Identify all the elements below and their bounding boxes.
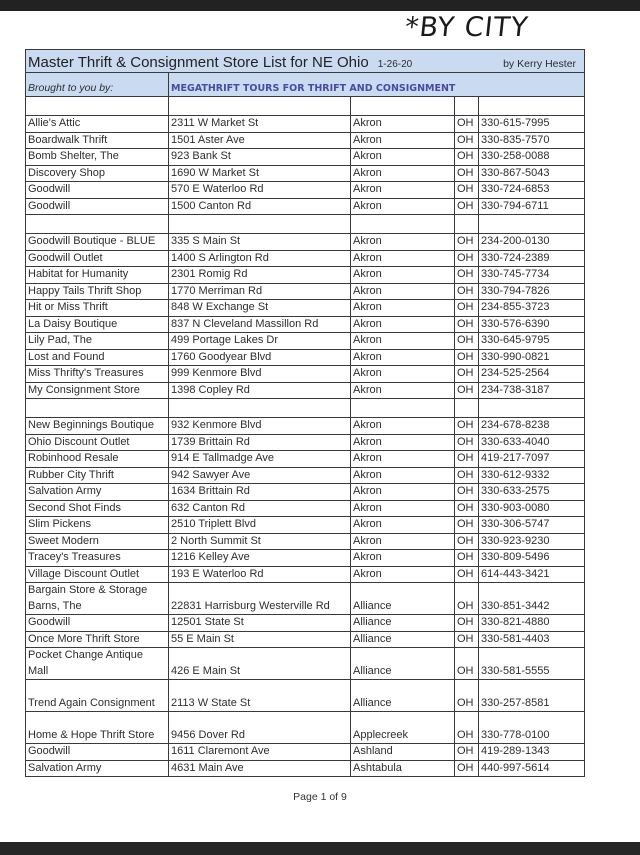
store-address-cell: 1690 W Market St <box>169 165 351 182</box>
store-phone-cell: 330-581-4403 <box>479 631 585 648</box>
store-city-cell: Akron <box>351 116 455 133</box>
store-city-cell: Akron <box>351 366 455 383</box>
table-row <box>26 418 585 435</box>
table-row <box>26 631 585 648</box>
store-state-cell: OH <box>455 182 479 199</box>
store-address-cell: 914 E Tallmadge Ave <box>169 451 351 468</box>
store-city-cell: Akron <box>351 349 455 366</box>
store-name-cell: Pocket Change Antique Mall <box>26 648 169 680</box>
store-name-cell: Trend Again Consignment <box>26 680 169 712</box>
store-address-cell: 1739 Brittain Rd <box>169 434 351 451</box>
store-address-cell: 1400 S Arlington Rd <box>169 250 351 267</box>
store-address-cell: 9456 Dover Rd <box>169 712 351 744</box>
store-city-cell: Akron <box>351 467 455 484</box>
store-address-cell: 4631 Main Ave <box>169 760 351 777</box>
store-state-cell: OH <box>455 712 479 744</box>
table-row <box>26 267 585 284</box>
store-state-cell: OH <box>455 583 479 615</box>
store-state-cell: OH <box>455 484 479 501</box>
store-city-cell: Alliance <box>351 680 455 712</box>
table-row <box>26 366 585 383</box>
store-state-cell: OH <box>455 349 479 366</box>
empty-cell <box>455 215 479 234</box>
store-name-cell: Goodwill <box>26 744 169 761</box>
store-phone-cell: 330-990-0821 <box>479 349 585 366</box>
bottom-frame-bar <box>0 842 640 855</box>
store-address-cell: 837 N Cleveland Massillon Rd <box>169 316 351 333</box>
store-state-cell: OH <box>455 615 479 632</box>
store-phone-cell: 330-745-7734 <box>479 267 585 284</box>
store-state-cell: OH <box>455 451 479 468</box>
table-row <box>26 149 585 166</box>
store-phone-cell: 330-809-5496 <box>479 550 585 567</box>
table-row <box>26 533 585 550</box>
table-row <box>26 165 585 182</box>
store-name-cell: Rubber City Thrift <box>26 467 169 484</box>
store-name-cell: Home & Hope Thrift Store <box>26 712 169 744</box>
store-name-cell: Habitat for Humanity <box>26 267 169 284</box>
store-name-cell: Discovery Shop <box>26 165 169 182</box>
store-state-cell: OH <box>455 467 479 484</box>
store-address-cell: 1500 Canton Rd <box>169 198 351 215</box>
store-name-cell: Robinhood Resale <box>26 451 169 468</box>
table-row <box>26 712 585 744</box>
store-address-cell: 55 E Main St <box>169 631 351 648</box>
store-city-cell: Akron <box>351 566 455 583</box>
store-name-cell: Goodwill <box>26 182 169 199</box>
store-city-cell: Akron <box>351 451 455 468</box>
empty-cell <box>169 97 351 116</box>
store-address-cell: 22831 Harrisburg Westerville Rd <box>169 583 351 615</box>
store-city-cell: Alliance <box>351 615 455 632</box>
empty-cell <box>479 399 585 418</box>
store-phone-cell: 419-217-7097 <box>479 451 585 468</box>
blank-spacer-row <box>26 399 585 418</box>
store-name-cell: Tracey's Treasures <box>26 550 169 567</box>
store-address-cell: 2311 W Market St <box>169 116 351 133</box>
store-phone-cell: 234-855-3723 <box>479 300 585 317</box>
store-state-cell: OH <box>455 434 479 451</box>
table-row <box>26 300 585 317</box>
store-name-cell: Second Shot Finds <box>26 500 169 517</box>
store-name-cell: Goodwill <box>26 615 169 632</box>
store-city-cell: Akron <box>351 149 455 166</box>
store-name-cell: Hit or Miss Thrift <box>26 300 169 317</box>
store-phone-cell: 330-576-6390 <box>479 316 585 333</box>
store-address-cell: 632 Canton Rd <box>169 500 351 517</box>
store-list-document <box>25 49 584 777</box>
author-byline: by Kerry Hester <box>503 57 577 70</box>
empty-cell <box>479 97 585 116</box>
store-state-cell: OH <box>455 382 479 399</box>
store-address-cell: 932 Kenmore Blvd <box>169 418 351 435</box>
table-row <box>26 500 585 517</box>
store-phone-cell: 330-612-9332 <box>479 467 585 484</box>
store-address-cell: 923 Bank St <box>169 149 351 166</box>
store-name-cell: Village Discount Outlet <box>26 566 169 583</box>
store-phone-cell: 330-257-8581 <box>479 680 585 712</box>
store-name-cell: Slim Pickens <box>26 517 169 534</box>
store-phone-cell: 330-821-4880 <box>479 615 585 632</box>
title-row <box>26 50 585 73</box>
store-phone-cell: 330-633-4040 <box>479 434 585 451</box>
store-state-cell: OH <box>455 648 479 680</box>
store-state-cell: OH <box>455 333 479 350</box>
table-row <box>26 116 585 133</box>
empty-cell <box>26 97 169 116</box>
store-city-cell: Akron <box>351 300 455 317</box>
store-name-cell: Miss Thrifty's Treasures <box>26 366 169 383</box>
store-state-cell: OH <box>455 267 479 284</box>
store-address-cell: 999 Kenmore Blvd <box>169 366 351 383</box>
table-row <box>26 349 585 366</box>
store-name-cell: Goodwill Boutique - BLUE <box>26 234 169 251</box>
store-phone-cell: 234-525-2564 <box>479 366 585 383</box>
table-row <box>26 283 585 300</box>
store-table <box>25 49 585 777</box>
store-phone-cell: 330-867-5043 <box>479 165 585 182</box>
store-phone-cell: 330-903-0080 <box>479 500 585 517</box>
store-city-cell: Alliance <box>351 583 455 615</box>
empty-cell <box>169 215 351 234</box>
store-address-cell: 1398 Copley Rd <box>169 382 351 399</box>
store-phone-cell: 330-581-5555 <box>479 648 585 680</box>
store-state-cell: OH <box>455 316 479 333</box>
store-state-cell: OH <box>455 300 479 317</box>
store-address-cell: 499 Portage Lakes Dr <box>169 333 351 350</box>
empty-cell <box>351 215 455 234</box>
store-city-cell: Akron <box>351 198 455 215</box>
store-state-cell: OH <box>455 680 479 712</box>
store-state-cell: OH <box>455 418 479 435</box>
table-row <box>26 680 585 712</box>
store-city-cell: Akron <box>351 165 455 182</box>
empty-cell <box>479 215 585 234</box>
store-phone-cell: 330-645-9795 <box>479 333 585 350</box>
table-row <box>26 451 585 468</box>
store-name-cell: Bargain Store & Storage Barns, The <box>26 583 169 615</box>
table-row <box>26 615 585 632</box>
table-row <box>26 333 585 350</box>
store-phone-cell: 440-997-5614 <box>479 760 585 777</box>
store-phone-cell: 330-794-7826 <box>479 283 585 300</box>
store-address-cell: 848 W Exchange St <box>169 300 351 317</box>
store-address-cell: 335 S Main St <box>169 234 351 251</box>
sponsor-name: MEGATHRIFT TOURS FOR THRIFT AND CONSIGNMENT <box>171 82 456 94</box>
store-address-cell: 1760 Goodyear Blvd <box>169 349 351 366</box>
store-name-cell: My Consignment Store <box>26 382 169 399</box>
store-city-cell: Akron <box>351 517 455 534</box>
table-row <box>26 182 585 199</box>
store-name-cell: Salvation Army <box>26 484 169 501</box>
store-address-cell: 2301 Romig Rd <box>169 267 351 284</box>
store-name-cell: Ohio Discount Outlet <box>26 434 169 451</box>
store-city-cell: Akron <box>351 484 455 501</box>
store-phone-cell: 330-258-0088 <box>479 149 585 166</box>
store-state-cell: OH <box>455 165 479 182</box>
store-city-cell: Akron <box>351 500 455 517</box>
store-state-cell: OH <box>455 631 479 648</box>
store-state-cell: OH <box>455 517 479 534</box>
store-address-cell: 12501 State St <box>169 615 351 632</box>
store-state-cell: OH <box>455 132 479 149</box>
brought-to-you-label: Brought to you by: <box>28 81 114 94</box>
store-state-cell: OH <box>455 550 479 567</box>
store-name-cell: Allie's Attic <box>26 116 169 133</box>
store-address-cell: 193 E Waterloo Rd <box>169 566 351 583</box>
store-name-cell: Once More Thrift Store <box>26 631 169 648</box>
store-city-cell: Akron <box>351 283 455 300</box>
empty-cell <box>455 97 479 116</box>
table-row <box>26 132 585 149</box>
store-state-cell: OH <box>455 533 479 550</box>
store-name-cell: Happy Tails Thrift Shop <box>26 283 169 300</box>
empty-cell <box>26 215 169 234</box>
store-city-cell: Akron <box>351 132 455 149</box>
store-city-cell: Akron <box>351 418 455 435</box>
store-city-cell: Akron <box>351 382 455 399</box>
store-city-cell: Akron <box>351 333 455 350</box>
store-city-cell: Applecreek <box>351 712 455 744</box>
table-row <box>26 382 585 399</box>
empty-cell <box>169 399 351 418</box>
empty-cell <box>351 399 455 418</box>
store-phone-cell: 330-724-6853 <box>479 182 585 199</box>
store-state-cell: OH <box>455 500 479 517</box>
store-state-cell: OH <box>455 149 479 166</box>
table-row <box>26 760 585 777</box>
store-phone-cell: 330-778-0100 <box>479 712 585 744</box>
store-phone-cell: 330-835-7570 <box>479 132 585 149</box>
store-state-cell: OH <box>455 366 479 383</box>
store-name-cell: Sweet Modern <box>26 533 169 550</box>
store-address-cell: 2113 W State St <box>169 680 351 712</box>
store-city-cell: Alliance <box>351 631 455 648</box>
table-row <box>26 198 585 215</box>
store-phone-cell: 330-615-7995 <box>479 116 585 133</box>
store-city-cell: Akron <box>351 550 455 567</box>
store-city-cell: Akron <box>351 250 455 267</box>
store-phone-cell: 330-851-3442 <box>479 583 585 615</box>
table-row <box>26 648 585 680</box>
table-row <box>26 583 585 615</box>
sponsor-row <box>26 73 585 97</box>
store-name-cell: Goodwill Outlet <box>26 250 169 267</box>
store-city-cell: Akron <box>351 533 455 550</box>
table-row <box>26 467 585 484</box>
store-name-cell: Salvation Army <box>26 760 169 777</box>
store-address-cell: 1634 Brittain Rd <box>169 484 351 501</box>
document-title: Master Thrift & Consignment Store List for NE Ohio <box>28 53 369 71</box>
table-row <box>26 434 585 451</box>
table-row <box>26 550 585 567</box>
store-state-cell: OH <box>455 116 479 133</box>
store-phone-cell: 330-794-6711 <box>479 198 585 215</box>
store-city-cell: Alliance <box>351 648 455 680</box>
store-city-cell: Akron <box>351 434 455 451</box>
store-city-cell: Akron <box>351 316 455 333</box>
page-number: Page 1 of 9 <box>293 791 347 803</box>
store-phone-cell: 330-724-2389 <box>479 250 585 267</box>
store-address-cell: 426 E Main St <box>169 648 351 680</box>
store-address-cell: 1216 Kelley Ave <box>169 550 351 567</box>
store-address-cell: 942 Sawyer Ave <box>169 467 351 484</box>
store-city-cell: Akron <box>351 267 455 284</box>
store-phone-cell: 234-678-8238 <box>479 418 585 435</box>
store-name-cell: New Beginnings Boutique <box>26 418 169 435</box>
table-row <box>26 234 585 251</box>
store-phone-cell: 330-923-9230 <box>479 533 585 550</box>
store-state-cell: OH <box>455 234 479 251</box>
store-address-cell: 1770 Merriman Rd <box>169 283 351 300</box>
store-state-cell: OH <box>455 566 479 583</box>
store-phone-cell: 419-289-1343 <box>479 744 585 761</box>
store-phone-cell: 330-306-5747 <box>479 517 585 534</box>
store-name-cell: Goodwill <box>26 198 169 215</box>
store-state-cell: OH <box>455 198 479 215</box>
store-address-cell: 1501 Aster Ave <box>169 132 351 149</box>
store-state-cell: OH <box>455 283 479 300</box>
store-city-cell: Ashland <box>351 744 455 761</box>
store-city-cell: Akron <box>351 234 455 251</box>
store-city-cell: Ashtabula <box>351 760 455 777</box>
store-phone-cell: 234-738-3187 <box>479 382 585 399</box>
store-phone-cell: 234-200-0130 <box>479 234 585 251</box>
store-name-cell: La Daisy Boutique <box>26 316 169 333</box>
store-name-cell: Lily Pad, The <box>26 333 169 350</box>
store-state-cell: OH <box>455 250 479 267</box>
store-state-cell: OH <box>455 760 479 777</box>
blank-spacer-row <box>26 215 585 234</box>
empty-cell <box>351 97 455 116</box>
document-date: 1-26-20 <box>377 58 413 70</box>
table-row <box>26 566 585 583</box>
store-address-cell: 570 E Waterloo Rd <box>169 182 351 199</box>
store-address-cell: 2510 Triplett Blvd <box>169 517 351 534</box>
store-name-cell: Bomb Shelter, The <box>26 149 169 166</box>
table-row <box>26 517 585 534</box>
store-phone-cell: 330-633-2575 <box>479 484 585 501</box>
store-address-cell: 1611 Claremont Ave <box>169 744 351 761</box>
store-phone-cell: 614-443-3421 <box>479 566 585 583</box>
table-row <box>26 744 585 761</box>
store-city-cell: Akron <box>351 182 455 199</box>
store-address-cell: 2 North Summit St <box>169 533 351 550</box>
top-frame-bar <box>0 0 640 11</box>
store-name-cell: Lost and Found <box>26 349 169 366</box>
blank-spacer-row <box>26 97 585 116</box>
handwritten-annotation: *BY CITY <box>403 12 531 43</box>
table-row <box>26 250 585 267</box>
empty-cell <box>26 399 169 418</box>
store-state-cell: OH <box>455 744 479 761</box>
store-name-cell: Boardwalk Thrift <box>26 132 169 149</box>
table-row <box>26 316 585 333</box>
table-row <box>26 484 585 501</box>
empty-cell <box>455 399 479 418</box>
